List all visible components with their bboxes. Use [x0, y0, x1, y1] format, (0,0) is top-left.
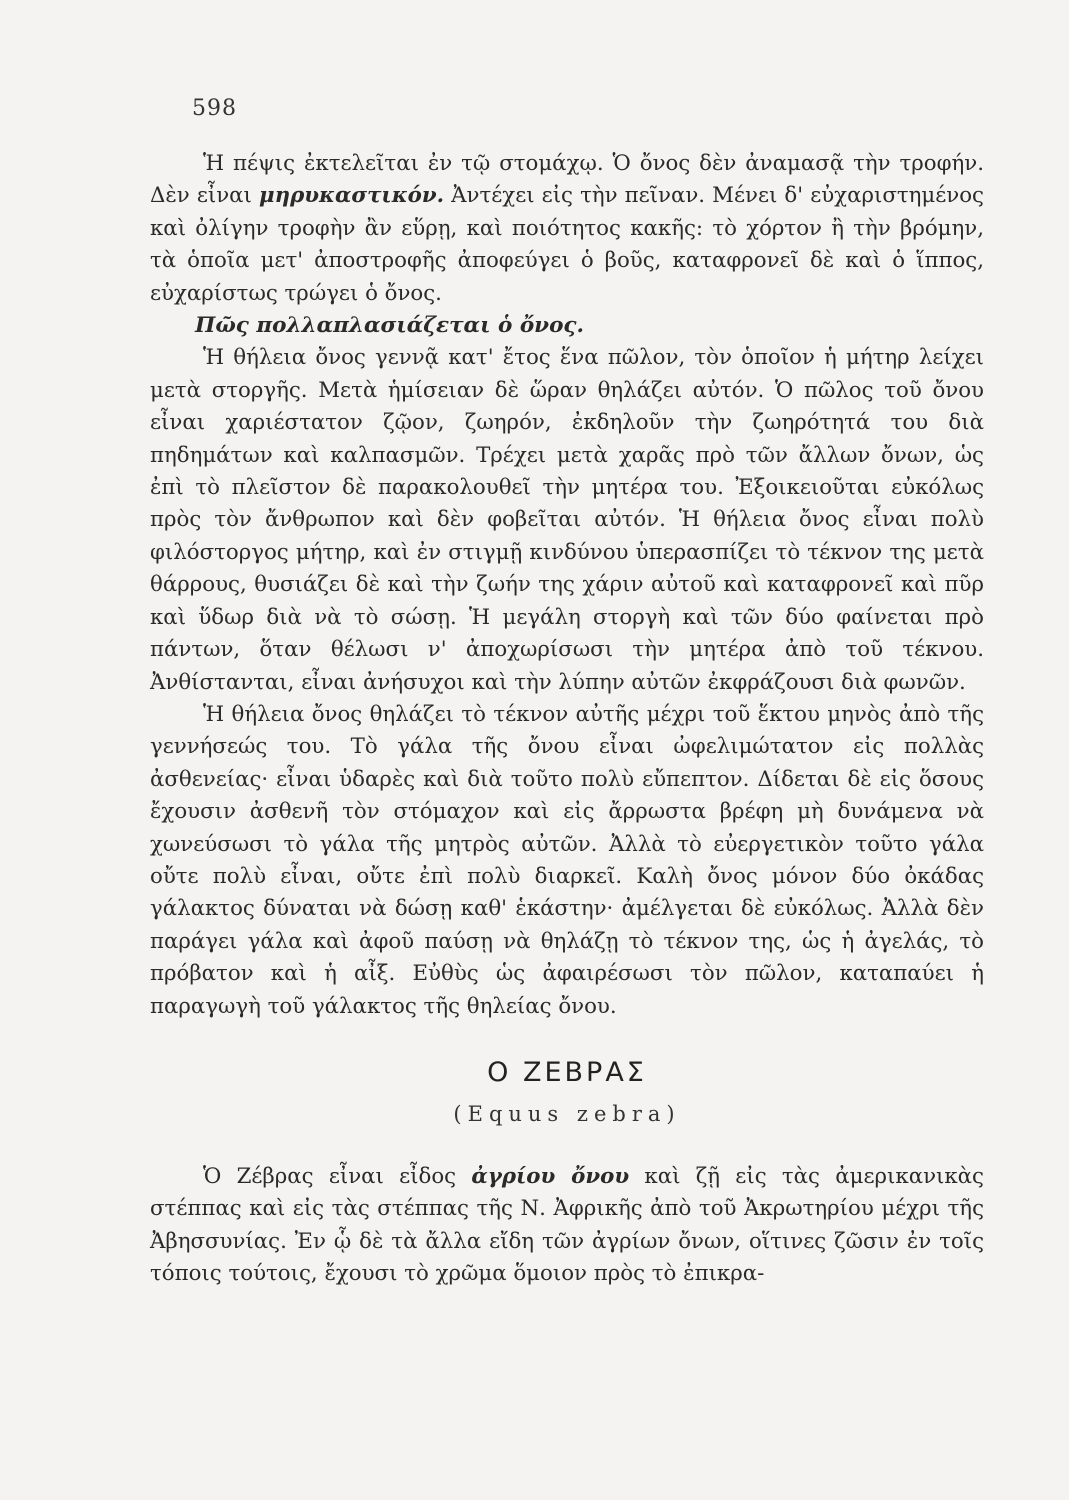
section-subtitle-latin: (Equus zebra) [453, 1101, 681, 1126]
subheading-reproduction: Πῶς πολλαπλασιάζεται ὁ ὄνος. [195, 313, 584, 339]
zebra-section [150, 1161, 984, 1291]
paragraph-zebra-rest: καὶ ζῇ εἰς τὰς ἀμερικανικὰς στέππας καὶ εἰς τὰς στέππας τῆς Ν. Ἀφρικῆς ἀπὸ τοῦ Ἀκρωτηρίου μέχρι τῆς Ἀβησσυνίας. Ἐν ᾧ δὲ τὰ ἄλλα εἴδη τῶν ἀγρίων ὄνων, οἵτινες ζῶσιν ἐν τοῖς τόποις τούτοις, ἔχουσι τὸ χρῶμα ὅμοιον πρὸς τὸ ἐπικρα- [150, 1163, 984, 1287]
text-column [150, 148, 984, 1291]
paragraph-digestion [150, 148, 984, 310]
paragraph-foal: Ἡ θήλεια ὄνος γεννᾷ κατ' ἔτος ἕνα πῶλον, τὸν ὁποῖον ἡ μήτηρ λείχει μετὰ στοργῆς. Μετὰ ἡμίσειαν δὲ ὥραν θηλάζει αὐτόν. Ὁ πῶλος τοῦ ὄνου εἶναι χαριέστατον ζῷον, ζωηρόν, ἐκδηλοῦν τὴν ζωηρότητά του διὰ πηδημάτων καὶ καλπασμῶν. Τρέχει μετὰ χαρᾶς πρὸ τῶν ἄλλων ὄνων, ὡς ἐπὶ τὸ πλεῖστον δὲ παρακολουθεῖ τὴν μητέρα του. Ἐξοικειοῦται εὐκόλως πρὸς τὸν ἄνθρωπον καὶ δὲν φοβεῖται αὐτόν. Ἡ θήλεια ὄνος εἶναι πολὺ φιλόστοργος μήτηρ, καὶ ἐν στιγμῇ κινδύνου ὑπερασπίζει τὸ τέκνον της μετὰ θάρρους, θυσιάζει δὲ καὶ τὴν ζωήν της χάριν αὐτοῦ καὶ καταφρονεῖ καὶ πῦρ καὶ ὕδωρ διὰ νὰ τὸ σώσῃ. Ἡ μεγάλη στοργὴ καὶ τῶν δύο φαίνεται πρὸ πάντων, ὅταν θέλωσι ν' ἀποχωρίσωσι τὴν μητέρα ἀπὸ τοῦ τέκνου. Ἀνθίστανται, εἶναι ἀνήσυχοι καὶ τὴν λύπην αὐτῶν ἐκφράζουσι διὰ φωνῶν. [150, 345, 984, 695]
paragraph-milk: Ἡ θήλεια ὄνος θηλάζει τὸ τέκνον αὐτῆς μέχρι τοῦ ἕκτου μηνὸς ἀπὸ τῆς γεννήσεώς του. Τὸ γάλα τῆς ὄνου εἶναι ὠφελιμώτατον εἰς πολλὰς ἀσθενείας· εἶναι ὑδαρὲς καὶ διὰ τοῦτο πολὺ εὔπεπτον. Δίδεται δὲ εἰς ὅσους ἔχουσιν ἀσθενῆ τὸν στόμαχον καὶ εἰς ἄρρωστα βρέφη μὴ δυνάμενα νὰ χωνεύσωσι τὸ γάλα τῆς μητρὸς αὐτῶν. Ἀλλὰ τὸ εὐεργετικὸν τοῦτο γάλα οὔτε πολὺ εἶναι, οὔτε ἐπὶ πολὺ διαρκεῖ. Καλὴ ὄνος μόνον δύο ὀκάδας γάλακτος δύναται νὰ δώσῃ καθ' ἑκάστην· ἀμέλγεται δὲ εὐκόλως. Ἀλλὰ δὲν παράγει γάλα καὶ ἀφοῦ παύσῃ νὰ θηλάζῃ τὸ τέκνον της, ὡς ἡ ἀγελάς, τὸ πρόβατον καὶ ἡ αἶξ. Εὐθὺς ὡς ἀφαιρέσωσι τὸν πῶλον, καταπαύει ἡ παραγωγὴ τοῦ γάλακτος τῆς θηλείας ὄνου. [150, 701, 984, 1019]
section-title-zebra: Ο ΖΕΒΡΑΣ [487, 1056, 647, 1088]
paragraph-digestion-rest: Ἀντέχει εἰς τὴν πεῖναν. Μένει δ' εὐχαριστημένος καὶ ὀλίγην τροφὴν ἂν εὕρῃ, καὶ ποιότητος κακῆς: τὸ χόρτον ἢ τὴν βρόμην, τὰ ὁποῖα μετ' ἀποστροφῆς ἀποφεύγει ὁ βοῦς, καταφρονεῖ δὲ καὶ ὁ ἵππος, εὐχαρίστως τρώγει ὁ ὄνος. [150, 183, 984, 306]
page-number: 598 [192, 96, 237, 121]
term-wild-donkey: ἀγρίου ὄνου [471, 1163, 630, 1189]
term-ruminant: μηρυκαστικόν. [259, 183, 445, 209]
paragraph-zebra [150, 1161, 984, 1291]
paragraph-zebra-start: Ὁ Ζέβρας εἶναι εἶδος [203, 1163, 472, 1189]
paragraph-digestion-start: Ἡ πέψις ἐκτελεῖται ἐν τῷ στομάχῳ. Ὁ ὄνος δὲν ἀναμασᾷ τὴν τροφήν. Δὲν εἶναι [150, 151, 984, 209]
